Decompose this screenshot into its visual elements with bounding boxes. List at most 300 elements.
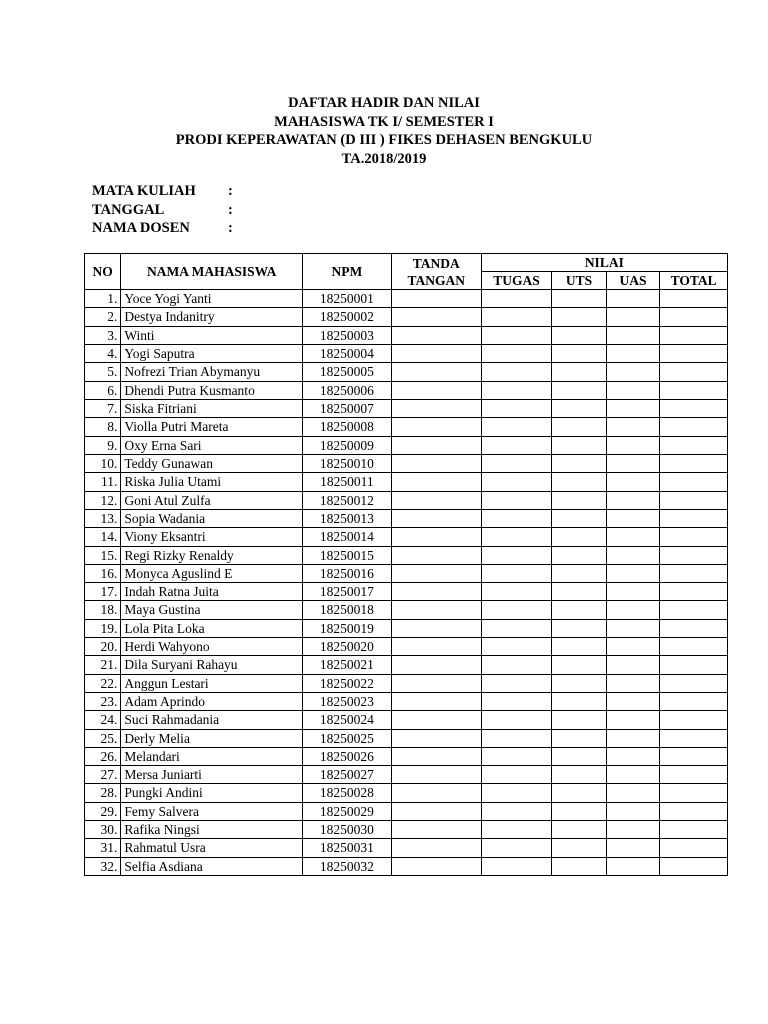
uts-cell[interactable] xyxy=(552,363,607,382)
tugas-cell[interactable] xyxy=(481,711,552,729)
uas-cell[interactable] xyxy=(606,619,659,637)
uts-cell[interactable] xyxy=(552,692,607,710)
total-cell[interactable] xyxy=(660,583,728,601)
student-npm: 18250021 xyxy=(303,656,392,674)
row-number: 28. xyxy=(85,784,121,802)
tugas-cell[interactable] xyxy=(481,400,552,418)
uts-cell[interactable] xyxy=(552,308,607,326)
uas-cell[interactable] xyxy=(606,674,659,692)
student-npm: 18250026 xyxy=(303,747,392,765)
row-number: 22. xyxy=(85,674,121,692)
student-npm: 18250009 xyxy=(303,436,392,454)
tugas-cell[interactable] xyxy=(481,784,552,802)
uas-cell[interactable] xyxy=(606,766,659,784)
uts-cell[interactable] xyxy=(552,638,607,656)
uts-cell[interactable] xyxy=(552,656,607,674)
uts-cell[interactable] xyxy=(552,473,607,491)
row-number: 25. xyxy=(85,729,121,747)
table-row xyxy=(85,857,728,875)
row-number: 30. xyxy=(85,821,121,839)
tugas-cell[interactable] xyxy=(481,381,552,400)
total-cell[interactable] xyxy=(660,638,728,656)
uts-cell[interactable] xyxy=(552,821,607,839)
total-cell[interactable] xyxy=(660,491,728,509)
uts-cell[interactable] xyxy=(552,455,607,473)
course-colon: : xyxy=(228,183,233,199)
row-number: 10. xyxy=(85,455,121,473)
header-name: NAMA MAHASISWA xyxy=(121,254,303,290)
signature-cell[interactable] xyxy=(391,784,481,802)
student-npm: 18250014 xyxy=(303,528,392,546)
uas-cell[interactable] xyxy=(606,455,659,473)
student-name: Rahmatul Usra xyxy=(121,839,303,857)
student-npm: 18250008 xyxy=(303,418,392,436)
student-npm: 18250028 xyxy=(303,784,392,802)
uas-cell[interactable] xyxy=(606,326,659,344)
table-row xyxy=(85,692,728,710)
signature-cell[interactable] xyxy=(391,674,481,692)
signature-cell[interactable] xyxy=(391,692,481,710)
signature-cell[interactable] xyxy=(391,363,481,382)
header-total: TOTAL xyxy=(660,272,728,290)
header-npm: NPM xyxy=(303,254,392,290)
uas-cell[interactable] xyxy=(606,638,659,656)
tugas-cell[interactable] xyxy=(481,638,552,656)
total-cell[interactable] xyxy=(660,747,728,765)
student-npm: 18250029 xyxy=(303,802,392,820)
signature-cell[interactable] xyxy=(391,656,481,674)
uas-cell[interactable] xyxy=(606,436,659,454)
tugas-cell[interactable] xyxy=(481,344,552,362)
row-number: 15. xyxy=(85,546,121,564)
row-number: 19. xyxy=(85,619,121,637)
signature-cell[interactable] xyxy=(391,766,481,784)
lecturer-colon: : xyxy=(228,220,233,236)
student-npm: 18250018 xyxy=(303,601,392,619)
total-cell[interactable] xyxy=(660,344,728,362)
uas-cell[interactable] xyxy=(606,290,659,308)
total-cell[interactable] xyxy=(660,418,728,436)
total-cell[interactable] xyxy=(660,326,728,344)
table-body xyxy=(85,290,728,876)
student-name: Femy Salvera xyxy=(121,802,303,820)
student-name: Oxy Erna Sari xyxy=(121,436,303,454)
student-npm: 18250027 xyxy=(303,766,392,784)
total-cell[interactable] xyxy=(660,455,728,473)
signature-cell[interactable] xyxy=(391,583,481,601)
table-row xyxy=(85,564,728,582)
lecturer-row xyxy=(92,219,242,238)
total-cell[interactable] xyxy=(660,839,728,857)
signature-cell[interactable] xyxy=(391,400,481,418)
attendance-table xyxy=(84,253,728,876)
student-name: Winti xyxy=(121,326,303,344)
student-name: Violla Putri Mareta xyxy=(121,418,303,436)
signature-cell[interactable] xyxy=(391,821,481,839)
total-cell[interactable] xyxy=(660,400,728,418)
header-grades: NILAI xyxy=(481,254,727,272)
uas-cell[interactable] xyxy=(606,473,659,491)
tugas-cell[interactable] xyxy=(481,692,552,710)
student-name: Riska Julia Utami xyxy=(121,473,303,491)
tugas-cell[interactable] xyxy=(481,455,552,473)
student-name: Anggun Lestari xyxy=(121,674,303,692)
student-npm: 18250013 xyxy=(303,509,392,527)
uts-cell[interactable] xyxy=(552,839,607,857)
table-row xyxy=(85,729,728,747)
total-cell[interactable] xyxy=(660,821,728,839)
row-number: 3. xyxy=(85,326,121,344)
student-name: Rafika Ningsi xyxy=(121,821,303,839)
student-name: Selfia Asdiana xyxy=(121,857,303,875)
student-name: Suci Rahmadania xyxy=(121,711,303,729)
student-npm: 18250022 xyxy=(303,674,392,692)
signature-cell[interactable] xyxy=(391,619,481,637)
uts-cell[interactable] xyxy=(552,857,607,875)
uas-cell[interactable] xyxy=(606,509,659,527)
uts-cell[interactable] xyxy=(552,619,607,637)
student-npm: 18250019 xyxy=(303,619,392,637)
uts-cell[interactable] xyxy=(552,418,607,436)
table-row xyxy=(85,418,728,436)
total-cell[interactable] xyxy=(660,308,728,326)
table-row xyxy=(85,711,728,729)
student-npm: 18250024 xyxy=(303,711,392,729)
uts-cell[interactable] xyxy=(552,491,607,509)
tugas-cell[interactable] xyxy=(481,546,552,564)
tugas-cell[interactable] xyxy=(481,802,552,820)
signature-cell[interactable] xyxy=(391,455,481,473)
signature-cell[interactable] xyxy=(391,601,481,619)
table-header xyxy=(85,254,728,290)
row-number: 18. xyxy=(85,601,121,619)
uas-cell[interactable] xyxy=(606,601,659,619)
title-line-4: TA.2018/2019 xyxy=(341,150,427,167)
student-npm: 18250010 xyxy=(303,455,392,473)
tugas-cell[interactable] xyxy=(481,674,552,692)
tugas-cell[interactable] xyxy=(481,857,552,875)
signature-cell[interactable] xyxy=(391,308,481,326)
uts-cell[interactable] xyxy=(552,747,607,765)
row-number: 32. xyxy=(85,857,121,875)
total-cell[interactable] xyxy=(660,528,728,546)
table-row xyxy=(85,747,728,765)
tugas-cell[interactable] xyxy=(481,729,552,747)
uas-cell[interactable] xyxy=(606,308,659,326)
row-number: 7. xyxy=(85,400,121,418)
table-row xyxy=(85,308,728,326)
date-row xyxy=(92,201,242,220)
student-name: Viony Eksantri xyxy=(121,528,303,546)
tugas-cell[interactable] xyxy=(481,839,552,857)
row-number: 29. xyxy=(85,802,121,820)
signature-cell[interactable] xyxy=(391,290,481,308)
row-number: 5. xyxy=(85,363,121,382)
uas-cell[interactable] xyxy=(606,821,659,839)
student-name: Regi Rizky Renaldy xyxy=(121,546,303,564)
uts-cell[interactable] xyxy=(552,784,607,802)
signature-cell[interactable] xyxy=(391,857,481,875)
uas-cell[interactable] xyxy=(606,839,659,857)
student-name: Herdi Wahyono xyxy=(121,638,303,656)
uts-cell[interactable] xyxy=(552,436,607,454)
uts-cell[interactable] xyxy=(552,546,607,564)
student-name: Nofrezi Trian Abymanyu xyxy=(121,363,303,382)
lecturer-label: NAMA DOSEN xyxy=(92,220,190,236)
table-row xyxy=(85,491,728,509)
tugas-cell[interactable] xyxy=(481,619,552,637)
tugas-cell[interactable] xyxy=(481,418,552,436)
course-info xyxy=(92,182,242,238)
student-name: Dila Suryani Rahayu xyxy=(121,656,303,674)
uts-cell[interactable] xyxy=(552,711,607,729)
row-number: 20. xyxy=(85,638,121,656)
signature-cell[interactable] xyxy=(391,509,481,527)
total-cell[interactable] xyxy=(660,436,728,454)
title-line-2: MAHASISWA TK I/ SEMESTER I xyxy=(274,113,494,130)
student-name: Melandari xyxy=(121,747,303,765)
student-npm: 18250005 xyxy=(303,363,392,382)
document-title xyxy=(0,94,768,168)
uts-cell[interactable] xyxy=(552,528,607,546)
uas-cell[interactable] xyxy=(606,857,659,875)
uas-cell[interactable] xyxy=(606,747,659,765)
tugas-cell[interactable] xyxy=(481,583,552,601)
table-row xyxy=(85,766,728,784)
signature-cell[interactable] xyxy=(391,491,481,509)
tugas-cell[interactable] xyxy=(481,528,552,546)
table-row xyxy=(85,381,728,400)
signature-cell[interactable] xyxy=(391,564,481,582)
student-npm: 18250015 xyxy=(303,546,392,564)
uts-cell[interactable] xyxy=(552,564,607,582)
uts-cell[interactable] xyxy=(552,601,607,619)
date-colon: : xyxy=(228,201,233,218)
student-npm: 18250012 xyxy=(303,491,392,509)
student-name: Dhendi Putra Kusmanto xyxy=(121,381,303,400)
table-row xyxy=(85,528,728,546)
total-cell[interactable] xyxy=(660,857,728,875)
student-npm: 18250025 xyxy=(303,729,392,747)
row-number: 21. xyxy=(85,656,121,674)
uas-cell[interactable] xyxy=(606,546,659,564)
signature-cell[interactable] xyxy=(391,839,481,857)
total-cell[interactable] xyxy=(660,601,728,619)
tugas-cell[interactable] xyxy=(481,326,552,344)
student-name: Yoce Yogi Yanti xyxy=(121,290,303,308)
uts-cell[interactable] xyxy=(552,583,607,601)
course-label: MATA KULIAH xyxy=(92,183,196,199)
row-number: 14. xyxy=(85,528,121,546)
uts-cell[interactable] xyxy=(552,509,607,527)
total-cell[interactable] xyxy=(660,711,728,729)
row-number: 2. xyxy=(85,308,121,326)
table-row xyxy=(85,436,728,454)
uas-cell[interactable] xyxy=(606,802,659,820)
tugas-cell[interactable] xyxy=(481,821,552,839)
table-row xyxy=(85,674,728,692)
uas-cell[interactable] xyxy=(606,784,659,802)
uas-cell[interactable] xyxy=(606,400,659,418)
table-row xyxy=(85,619,728,637)
table-row xyxy=(85,784,728,802)
row-number: 27. xyxy=(85,766,121,784)
student-name: Adam Aprindo xyxy=(121,692,303,710)
uas-cell[interactable] xyxy=(606,363,659,382)
title-line-1: DAFTAR HADIR DAN NILAI xyxy=(288,95,480,111)
student-npm: 18250001 xyxy=(303,290,392,308)
uas-cell[interactable] xyxy=(606,491,659,509)
student-name: Pungki Andini xyxy=(121,784,303,802)
row-number: 1. xyxy=(85,290,121,308)
tugas-cell[interactable] xyxy=(481,473,552,491)
signature-cell[interactable] xyxy=(391,729,481,747)
total-cell[interactable] xyxy=(660,290,728,308)
uas-cell[interactable] xyxy=(606,711,659,729)
header-no: NO xyxy=(85,254,121,290)
table-row xyxy=(85,601,728,619)
signature-cell[interactable] xyxy=(391,546,481,564)
row-number: 31. xyxy=(85,839,121,857)
row-number: 26. xyxy=(85,747,121,765)
table-row xyxy=(85,326,728,344)
student-name: Derly Melia xyxy=(121,729,303,747)
row-number: 16. xyxy=(85,564,121,582)
uas-cell[interactable] xyxy=(606,656,659,674)
uas-cell[interactable] xyxy=(606,692,659,710)
table-row xyxy=(85,546,728,564)
table-row xyxy=(85,802,728,820)
row-number: 9. xyxy=(85,436,121,454)
row-number: 23. xyxy=(85,692,121,710)
header-tugas: TUGAS xyxy=(481,272,552,290)
student-name: Goni Atul Zulfa xyxy=(121,491,303,509)
table-row xyxy=(85,821,728,839)
row-number: 24. xyxy=(85,711,121,729)
tugas-cell[interactable] xyxy=(481,601,552,619)
uas-cell[interactable] xyxy=(606,564,659,582)
uas-cell[interactable] xyxy=(606,729,659,747)
uts-cell[interactable] xyxy=(552,344,607,362)
student-npm: 18250020 xyxy=(303,638,392,656)
signature-cell[interactable] xyxy=(391,747,481,765)
signature-cell[interactable] xyxy=(391,638,481,656)
tugas-cell[interactable] xyxy=(481,491,552,509)
total-cell[interactable] xyxy=(660,729,728,747)
student-npm: 18250016 xyxy=(303,564,392,582)
total-cell[interactable] xyxy=(660,363,728,382)
total-cell[interactable] xyxy=(660,766,728,784)
signature-cell[interactable] xyxy=(391,418,481,436)
total-cell[interactable] xyxy=(660,381,728,400)
total-cell[interactable] xyxy=(660,619,728,637)
signature-cell[interactable] xyxy=(391,436,481,454)
total-cell[interactable] xyxy=(660,656,728,674)
uas-cell[interactable] xyxy=(606,528,659,546)
uts-cell[interactable] xyxy=(552,766,607,784)
student-name: Maya Gustina xyxy=(121,601,303,619)
signature-cell[interactable] xyxy=(391,528,481,546)
signature-cell[interactable] xyxy=(391,381,481,400)
table-row xyxy=(85,473,728,491)
tugas-cell[interactable] xyxy=(481,363,552,382)
uas-cell[interactable] xyxy=(606,344,659,362)
row-number: 13. xyxy=(85,509,121,527)
total-cell[interactable] xyxy=(660,546,728,564)
tugas-cell[interactable] xyxy=(481,509,552,527)
student-name: Monyca Aguslind E xyxy=(121,564,303,582)
total-cell[interactable] xyxy=(660,692,728,710)
tugas-cell[interactable] xyxy=(481,308,552,326)
course-row xyxy=(92,182,242,201)
row-number: 4. xyxy=(85,344,121,362)
uts-cell[interactable] xyxy=(552,802,607,820)
row-number: 12. xyxy=(85,491,121,509)
row-number: 8. xyxy=(85,418,121,436)
tugas-cell[interactable] xyxy=(481,564,552,582)
total-cell[interactable] xyxy=(660,564,728,582)
total-cell[interactable] xyxy=(660,674,728,692)
total-cell[interactable] xyxy=(660,802,728,820)
signature-cell[interactable] xyxy=(391,802,481,820)
uas-cell[interactable] xyxy=(606,583,659,601)
tugas-cell[interactable] xyxy=(481,290,552,308)
student-name: Sopia Wadania xyxy=(121,509,303,527)
table-row xyxy=(85,583,728,601)
signature-cell[interactable] xyxy=(391,344,481,362)
row-number: 11. xyxy=(85,473,121,491)
tugas-cell[interactable] xyxy=(481,747,552,765)
header-uas: UAS xyxy=(606,272,659,290)
uts-cell[interactable] xyxy=(552,326,607,344)
student-npm: 18250011 xyxy=(303,473,392,491)
student-name: Destya Indanitry xyxy=(121,308,303,326)
signature-cell[interactable] xyxy=(391,326,481,344)
student-name: Mersa Juniarti xyxy=(121,766,303,784)
student-npm: 18250007 xyxy=(303,400,392,418)
uts-cell[interactable] xyxy=(552,674,607,692)
uts-cell[interactable] xyxy=(552,381,607,400)
row-number: 17. xyxy=(85,583,121,601)
tugas-cell[interactable] xyxy=(481,436,552,454)
table-row xyxy=(85,656,728,674)
total-cell[interactable] xyxy=(660,784,728,802)
total-cell[interactable] xyxy=(660,473,728,491)
signature-cell[interactable] xyxy=(391,473,481,491)
total-cell[interactable] xyxy=(660,509,728,527)
row-number: 6. xyxy=(85,381,121,400)
student-name: Siska Fitriani xyxy=(121,400,303,418)
uas-cell[interactable] xyxy=(606,418,659,436)
table-row xyxy=(85,344,728,362)
student-name: Indah Ratna Juita xyxy=(121,583,303,601)
uts-cell[interactable] xyxy=(552,400,607,418)
student-npm: 18250032 xyxy=(303,857,392,875)
uas-cell[interactable] xyxy=(606,381,659,400)
student-npm: 18250003 xyxy=(303,326,392,344)
tugas-cell[interactable] xyxy=(481,766,552,784)
student-npm: 18250002 xyxy=(303,308,392,326)
table-row xyxy=(85,455,728,473)
student-npm: 18250023 xyxy=(303,692,392,710)
tugas-cell[interactable] xyxy=(481,656,552,674)
uts-cell[interactable] xyxy=(552,729,607,747)
signature-cell[interactable] xyxy=(391,711,481,729)
uts-cell[interactable] xyxy=(552,290,607,308)
student-npm: 18250006 xyxy=(303,381,392,400)
table-row xyxy=(85,638,728,656)
table-row xyxy=(85,363,728,382)
